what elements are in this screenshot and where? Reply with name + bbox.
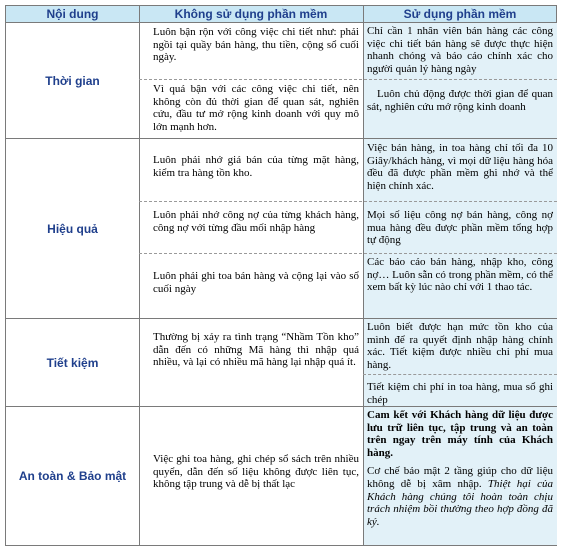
security-without: Việc ghi toa hàng, ghi chép sổ sách trên nhiều quyển, dẫn đến số liệu không được liên tục, không tập trung và dễ bị thất lạc: [153, 453, 359, 491]
comparison-table: [5, 5, 557, 546]
group-label-saving: Tiết kiệm: [46, 355, 99, 370]
efficiency-without-3: Luôn phải ghi toa bán hàng và cộng lại vào sổ cuối ngày: [153, 270, 359, 295]
time-with-2: Luôn chủ động được thời gian để quan sát, nghiên cứu mở rộng kinh doanh: [367, 88, 553, 113]
saving-with-1: Luôn biết được hạn mức tồn kho của mình để ra quyết định nhập hàng chính xác. Tiết kiệm được nhiều chi phí mua hàng.: [367, 321, 553, 371]
saving-with-2: Tiết kiệm chi phí in toa hàng, mua sổ ghi chép: [367, 381, 553, 406]
time-without-1: Luôn bận rộn với công việc chi tiết như: phải ngồi tại quầy bán hàng, thu tiền, cộng sổ cuối ngày.: [153, 26, 359, 64]
efficiency-without-1: Luôn phải nhớ giá bán của từng mặt hàng, kiểm tra hàng tồn kho.: [153, 154, 359, 179]
header-with-software: Sử dụng phần mềm: [403, 7, 517, 21]
saving-without: Thường bị xảy ra tình trạng “Nhầm Tồn kho” dẫn đến có những Mã hàng thì nhập quá nhiều, và lại có nhiều mã hàng lại nhập quá ít.: [153, 331, 359, 369]
header-content-col: Nội dung: [46, 7, 99, 21]
group-label-security: An toàn & Bảo mật: [18, 469, 127, 483]
security-with: [363, 408, 557, 545]
row-divider: [139, 253, 557, 254]
row-divider: [139, 79, 557, 80]
security-commitment: Cam kết với Khách hàng dữ liệu được lưu trữ liên tục, tập trung và an toàn trên ngay trên máy tính của Khách hàng.: [367, 409, 553, 459]
row-divider: [363, 374, 557, 375]
efficiency-with-2: Mọi số liệu công nợ bán hàng, công nợ mua hàng đều được phần mềm tổng hợp tự động: [367, 209, 553, 247]
efficiency-without-2: Luôn phải nhớ công nợ của từng khách hàng, công nợ với từng đầu mối nhập hàng: [153, 209, 359, 234]
group-label-time: Thời gian: [45, 73, 100, 88]
efficiency-with-3: Các báo cáo bán hàng, nhập kho, công nợ… Luôn sẵn có trong phần mềm, có thể xem bất kỳ lúc nào chỉ với 1 thao tác.: [367, 256, 553, 294]
time-without-2: Vì quá bận với các công việc chi tiết, nên không còn đủ thời gian để quan sát, nghiên cứu, đầu tư mở rộng kinh doanh với quy mô lớn mạnh hơn.: [153, 83, 359, 133]
security-mechanism: Cơ chế bảo mật 2 tầng giúp cho dữ liệu không dễ bị xâm nhập.: [367, 465, 553, 490]
table-header: [6, 6, 556, 23]
row-divider: [139, 201, 557, 202]
efficiency-with-1: Việc bán hàng, in toa hàng chỉ tối đa 10 Giây/khách hàng, vì mọi dữ liệu hàng hóa đều đã được phần mềm ghi nhớ và thể hiện chính xác.: [367, 142, 553, 192]
security-liability: Thiệt hại của Khách hàng chúng tôi hoàn toàn chịu trách nhiệm bồi thường theo hợp đồng đã ký.: [367, 477, 553, 528]
group-label-efficiency: Hiệu quả: [47, 221, 98, 236]
header-without-software: Không sử dụng phần mềm: [174, 7, 328, 21]
time-with-1: Chỉ cần 1 nhân viên bán hàng các công việc chi tiết bán hàng sẽ được thực hiện nhanh chóng và báo cáo chính xác cho người quản lý hàng ngày: [367, 25, 553, 75]
